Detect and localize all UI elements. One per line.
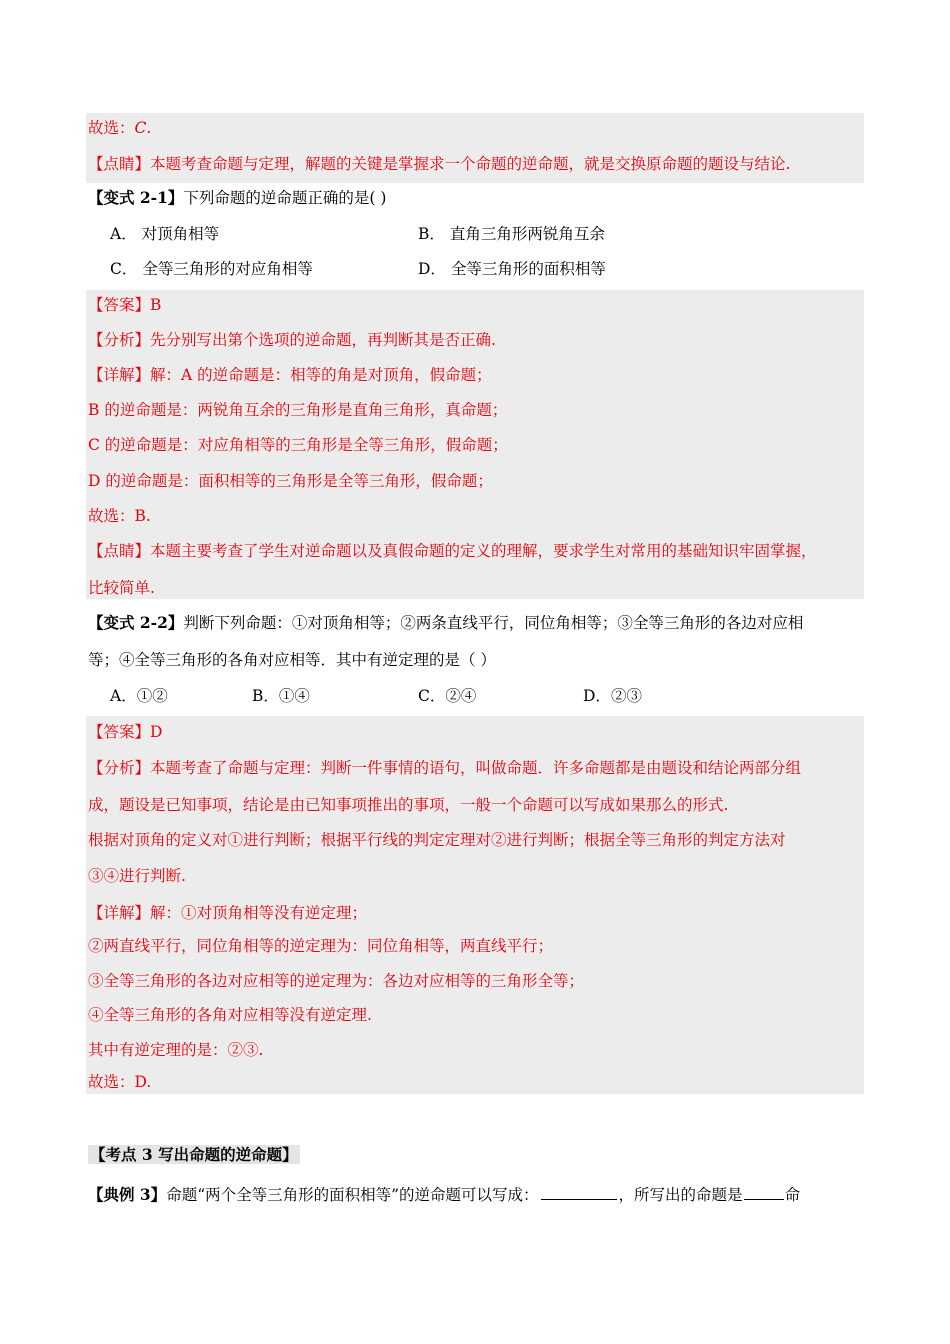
option-b: B．①④ xyxy=(252,687,310,705)
variant-2-1-detail: 【详解】解：A 的逆命题是：相等的角是对顶角，假命题； xyxy=(88,366,492,384)
detail-line: ②两直线平行，同位角相等的逆定理为：同位角相等，两直线平行； xyxy=(88,937,554,955)
variant-2-2-detail: 【详解】解：①对顶角相等没有逆定理； xyxy=(88,904,368,922)
detail-line: C 的逆命题是：对应角相等的三角形是全等三角形，假命题； xyxy=(88,436,508,454)
option-a: A． 对顶角相等 xyxy=(110,225,220,243)
section-heading-kaodian-3: 【考点 3 写出命题的逆命题】 xyxy=(90,1145,298,1164)
answer-blank[interactable] xyxy=(744,1183,784,1200)
variant-2-2-conclusion: 故选：D. xyxy=(88,1073,152,1091)
variant-2-1-answer: 【答案】B xyxy=(88,296,162,314)
analysis-line: ③④进行判断. xyxy=(88,867,186,885)
detail-line: B 的逆命题是：两锐角互余的三角形是直角三角形，真命题； xyxy=(88,401,508,419)
variant-2-1-conclusion: 故选：B. xyxy=(88,507,151,525)
variant-2-1-review-cont: 比较简单. xyxy=(88,579,155,597)
variant-2-1-review: 【点睛】本题主要考查了学生对逆命题以及真假命题的定义的理解，要求学生对常用的基础知识牢固掌握， xyxy=(88,542,817,560)
option-b: B． 直角三角形两锐角互余 xyxy=(418,225,605,243)
analysis-line: 根据对顶角的定义对①进行判断；根据平行线的判定定理对②进行判断；根据全等三角形的判定方法对 xyxy=(88,831,786,849)
prev-conclusion: 故选：C. xyxy=(88,119,152,137)
detail-line: D 的逆命题是：面积相等的三角形是全等三角形，假命题； xyxy=(88,472,493,490)
detail-line: ③全等三角形的各边对应相等的逆定理为：各边对应相等的三角形全等； xyxy=(88,972,585,990)
variant-2-1-question: 【变式 2-1】下列命题的逆命题正确的是( ) xyxy=(88,188,387,207)
variant-2-2-question-cont: 等；④全等三角形的各角对应相等．其中有逆定理的是（ ） xyxy=(88,651,496,669)
option-d: D． 全等三角形的面积相等 xyxy=(418,260,606,278)
option-c: C． 全等三角形的对应角相等 xyxy=(110,260,313,278)
detail-line: 其中有逆定理的是：②③. xyxy=(88,1041,264,1059)
prev-review: 【点睛】本题考查命题与定理，解题的关键是掌握求一个命题的逆命题，就是交换原命题的题设与结论. xyxy=(88,155,791,173)
example-3-question: 【典例 3】命题“两个全等三角形的面积相等”的逆命题可以写成： ，所写出的命题是 命 xyxy=(88,1185,801,1204)
variant-2-2-answer: 【答案】D xyxy=(88,723,163,741)
option-d: D．②③ xyxy=(583,687,642,705)
option-c: C．②④ xyxy=(418,687,477,705)
variant-2-2-analysis: 【分析】本题考查了命题与定理：判断一件事情的语句，叫做命题．许多命题都是由题设和结论两部分组 xyxy=(88,759,802,777)
option-a: A．①② xyxy=(110,687,168,705)
analysis-line: 成，题设是已知事项，结论是由已知事项推出的事项，一般一个命题可以写成如果那么的形式. xyxy=(88,796,729,814)
detail-line: ④全等三角形的各角对应相等没有逆定理. xyxy=(88,1006,372,1024)
variant-2-1-analysis: 【分析】先分别写出第个选项的逆命题，再判断其是否正确. xyxy=(88,331,496,349)
answer-blank[interactable] xyxy=(541,1183,617,1200)
variant-2-2-question: 【变式 2-2】判断下列命题：①对顶角相等；②两条直线平行，同位角相等；③全等三角形的各边对应相 xyxy=(88,613,804,632)
